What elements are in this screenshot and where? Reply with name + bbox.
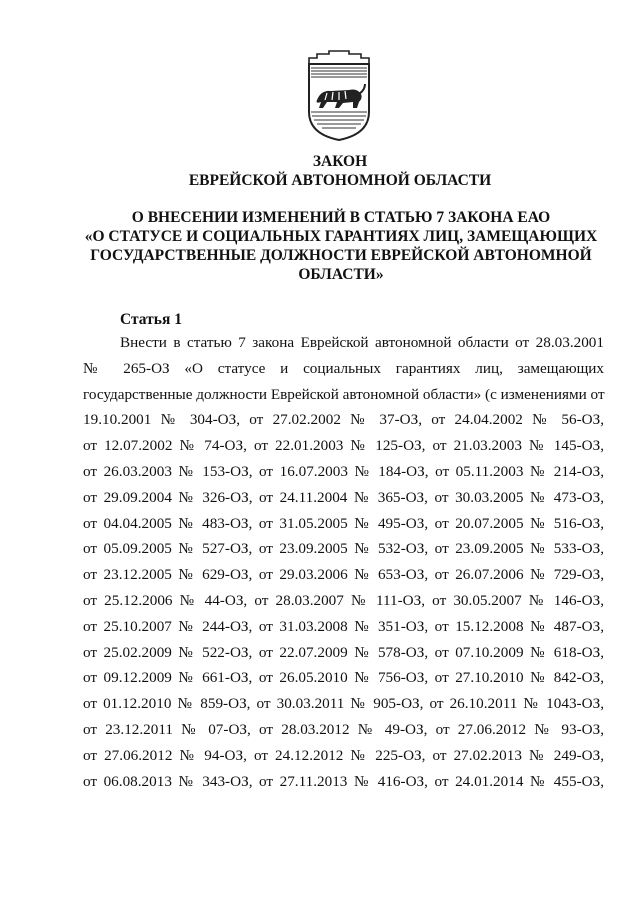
body-line: № 265-ОЗ «О статусе и социальных гарантиях лиц, замещающих [83,359,604,377]
body-line: от 04.04.2005 № 483-ОЗ, от 31.05.2005 № 495-ОЗ, от 20.07.2005 № 516-ОЗ, [83,514,604,532]
body-line: от 25.02.2009 № 522-ОЗ, от 22.07.2009 № 578-ОЗ, от 07.10.2009 № 618-ОЗ, [83,643,604,661]
law-title [60,152,620,190]
body-line: от 12.07.2002 № 74-ОЗ, от 22.01.2003 № 125-ОЗ, от 21.03.2003 № 145-ОЗ, [83,437,604,455]
subtitle-line: ГОСУДАРСТВЕННЫЕ ДОЛЖНОСТИ ЕВРЕЙСКОЙ АВТОНОМНОЙ [90,247,592,264]
body-line: от 23.12.2011 № 07-ОЗ, от 28.03.2012 № 49-ОЗ, от 27.06.2012 № 93-ОЗ, [83,720,604,738]
subtitle-line: «О СТАТУСЕ И СОЦИАЛЬНЫХ ГАРАНТИЯХ ЛИЦ, ЗАМЕЩАЮЩИХ [84,228,598,245]
body-line: от 27.06.2012 № 94-ОЗ, от 24.12.2012 № 225-ОЗ, от 27.02.2013 № 249-ОЗ, [83,746,604,764]
body-line: от 25.10.2007 № 244-ОЗ, от 31.03.2008 № 351-ОЗ, от 15.12.2008 № 487-ОЗ, [83,617,604,635]
body-line: государственные должности Еврейской автономной области» (с изменениями от [83,385,605,403]
body-line: от 09.12.2009 № 661-ОЗ, от 26.05.2010 № 756-ОЗ, от 27.10.2010 № 842-ОЗ, [83,669,604,687]
article-heading: Статья 1 [120,311,182,328]
law-region: ЕВРЕЙСКОЙ АВТОНОМНОЙ ОБЛАСТИ [188,172,492,189]
law-subtitle [66,208,616,284]
body-line: Внести в статью 7 закона Еврейской автономной области от 28.03.2001 [120,334,604,351]
body-line: от 23.12.2005 № 629-ОЗ, от 29.03.2006 № 653-ОЗ, от 26.07.2006 № 729-ОЗ, [83,566,604,584]
body-line: 19.10.2001 № 304-ОЗ, от 27.02.2002 № 37-ОЗ, от 24.04.2002 № 56-ОЗ, [83,411,604,429]
body-line: от 29.09.2004 № 326-ОЗ, от 24.11.2004 № 365-ОЗ, от 30.03.2005 № 473-ОЗ, [83,488,604,506]
subtitle-line: ОБЛАСТИ» [298,266,384,283]
law-label: ЗАКОН [312,153,368,170]
coat-of-arms-emblem [303,50,375,142]
body-line: от 05.09.2005 № 527-ОЗ, от 23.09.2005 № 532-ОЗ, от 23.09.2005 № 533-ОЗ, [83,540,604,558]
body-line: от 01.12.2010 № 859-ОЗ, от 30.03.2011 № 905-ОЗ, от 26.10.2011 № 1043-ОЗ, [83,695,604,713]
body-line: от 06.08.2013 № 343-ОЗ, от 27.11.2013 № 416-ОЗ, от 24.01.2014 № 455-ОЗ, [83,772,604,790]
subtitle-line: О ВНЕСЕНИИ ИЗМЕНЕНИЙ В СТАТЬЮ 7 ЗАКОНА ЕАО [131,209,551,226]
body-line: от 25.12.2006 № 44-ОЗ, от 28.03.2007 № 111-ОЗ, от 30.05.2007 № 146-ОЗ, [83,591,604,609]
article-body [83,330,604,794]
body-line: от 26.03.2003 № 153-ОЗ, от 16.07.2003 № 184-ОЗ, от 05.11.2003 № 214-ОЗ, [83,462,604,480]
